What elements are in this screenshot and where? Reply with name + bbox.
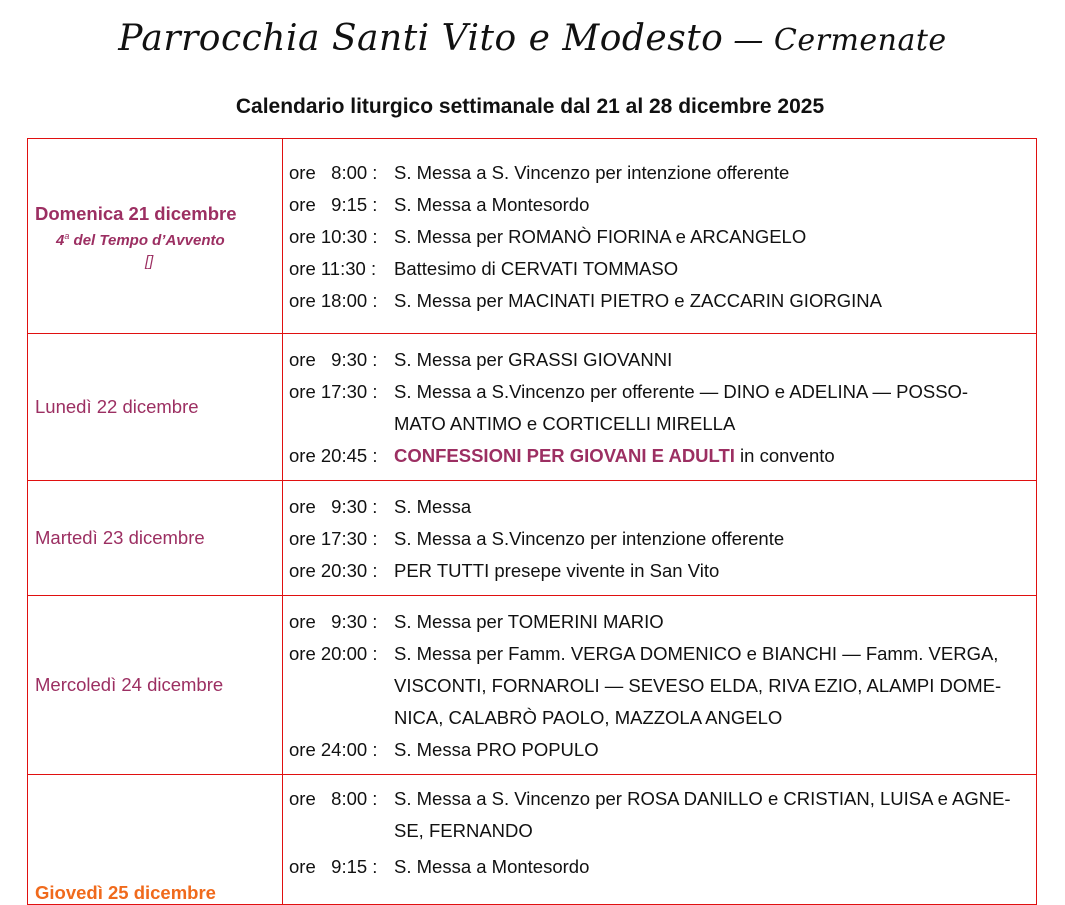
event-item [289,734,1036,766]
event-time: ore 20:30 : [289,560,383,581]
event-desc: PER TUTTI presepe vivente in San Vito [394,560,720,581]
calendar-subtitle: Calendario liturgico settimanale dal 21 al 28 dicembre 2025 [235,95,825,118]
event-time: ore 8:00 : [289,788,383,809]
event-item [289,285,1036,317]
parish-title [0,18,1065,59]
event-time: ore 18:00 : [289,290,383,311]
event-desc: Battesimo di CERVATI TOMMASO [394,258,679,279]
events-cell [283,334,1037,481]
event-time: ore 9:15 : [289,856,383,877]
event-item [289,157,1036,189]
day-name: Mercoledì 24 dicembre [35,674,224,695]
event-time: ore 9:30 : [289,349,383,370]
event-item [289,523,1036,555]
event-item [289,189,1036,221]
event-desc: CONFESSIONI PER GIOVANI E ADULTI in convento [394,445,835,466]
liturgical-calendar-table [27,138,1037,905]
event-time: ore 20:45 : [289,445,383,466]
event-item [289,253,1036,285]
event-item [289,783,1036,847]
event-item [289,851,1036,883]
event-time: ore 9:30 : [289,496,383,517]
day-cell [28,139,283,334]
event-desc: S. Messa a Montesordo [394,856,590,877]
day-row-thursday [28,775,1037,905]
title-separator: — [723,23,774,58]
event-time: ore 8:00 : [289,162,383,183]
event-desc-continued: NICA, CALABRÒ PAOLO, MAZZOLA ANGELO [394,707,783,728]
day-cell [28,596,283,775]
events-cell [283,139,1037,334]
event-desc: S. Messa a S. Vincenzo per ROSA DANILLO e CRISTIAN, LUISA e AGNE- SE, FERNANDO [394,783,1036,847]
day-cell [28,481,283,596]
event-time: ore 17:30 : [289,528,383,549]
event-desc: S. Messa per MACINATI PIETRO e ZACCARIN GIORGINA [394,290,882,311]
event-time: ore 9:15 : [289,194,383,215]
event-desc: S. Messa a Montesordo [394,194,590,215]
highlighted-event: CONFESSIONI PER GIOVANI E ADULTI [394,445,735,466]
event-desc-continued: VISCONTI, FORNAROLI — SEVESO ELDA, RIVA EZIO, ALAMPI DOME- [394,675,1002,696]
event-time: ore 10:30 : [289,226,383,247]
event-time: ore 11:30 : [289,258,382,279]
parish-name: Parrocchia Santi Vito e Modesto [118,18,724,59]
day-name: Martedì 23 dicembre [35,527,205,548]
events-cell [283,596,1037,775]
events-cell [283,775,1037,905]
event-item [289,555,1036,587]
event-desc: S. Messa a S.Vincenzo per intenzione offerente [394,528,785,549]
day-row-tuesday [28,481,1037,596]
event-item [289,491,1036,523]
event-item [289,221,1036,253]
day-note: [] [145,252,154,270]
event-desc: S. Messa per GRASSI GIOVANNI [394,349,673,370]
event-time: ore 24:00 : [289,739,383,760]
event-desc: S. Messa [394,496,472,517]
events-cell [283,481,1037,596]
day-cell [28,334,283,481]
event-item [289,638,1036,734]
event-item [289,440,1036,472]
event-item [289,606,1036,638]
day-name: Giovedì 25 dicembre [35,882,216,903]
event-desc: S. Messa per Famm. VERGA DOMENICO e BIANCHI — Famm. VERGA, VISCONTI, FORNAROLI — SEVESO ELDA, RIVA EZIO, ALAMPI DOME- NICA, CALABRÒ PAOLO, MAZZOLA ANGELO [394,638,1036,734]
liturgical-season: 4$^a$ del Tempo d’Avvento [56,230,225,249]
day-name: Lunedì 22 dicembre [35,396,199,417]
event-item [289,376,1036,440]
event-desc: S. Messa per TOMERINI MARIO [394,611,664,632]
event-desc: S. Messa per ROMANÒ FIORINA e ARCANGELO [394,226,807,247]
day-row-wednesday [28,596,1037,775]
event-time: ore 17:30 : [289,381,383,402]
day-row-monday [28,334,1037,481]
event-time: ore 20:00 : [289,643,383,664]
event-desc: S. Messa PRO POPULO [394,739,599,760]
day-cell [28,775,283,905]
day-name: Domenica 21 dicembre [35,202,237,224]
event-desc: S. Messa a S. Vincenzo per intenzione offerente [394,162,790,183]
event-desc: S. Messa a S.Vincenzo per offerente — DINO e ADELINA — POSSO- MATO ANTIMO e CORTICELLI MIRELLA [394,376,1036,440]
parish-place: Cermenate [773,23,947,58]
event-desc-continued: MATO ANTIMO e CORTICELLI MIRELLA [394,413,736,434]
event-time: ore 9:30 : [289,611,383,632]
day-row-sunday [28,139,1037,334]
event-item [289,344,1036,376]
event-desc-continued: SE, FERNANDO [394,820,533,841]
